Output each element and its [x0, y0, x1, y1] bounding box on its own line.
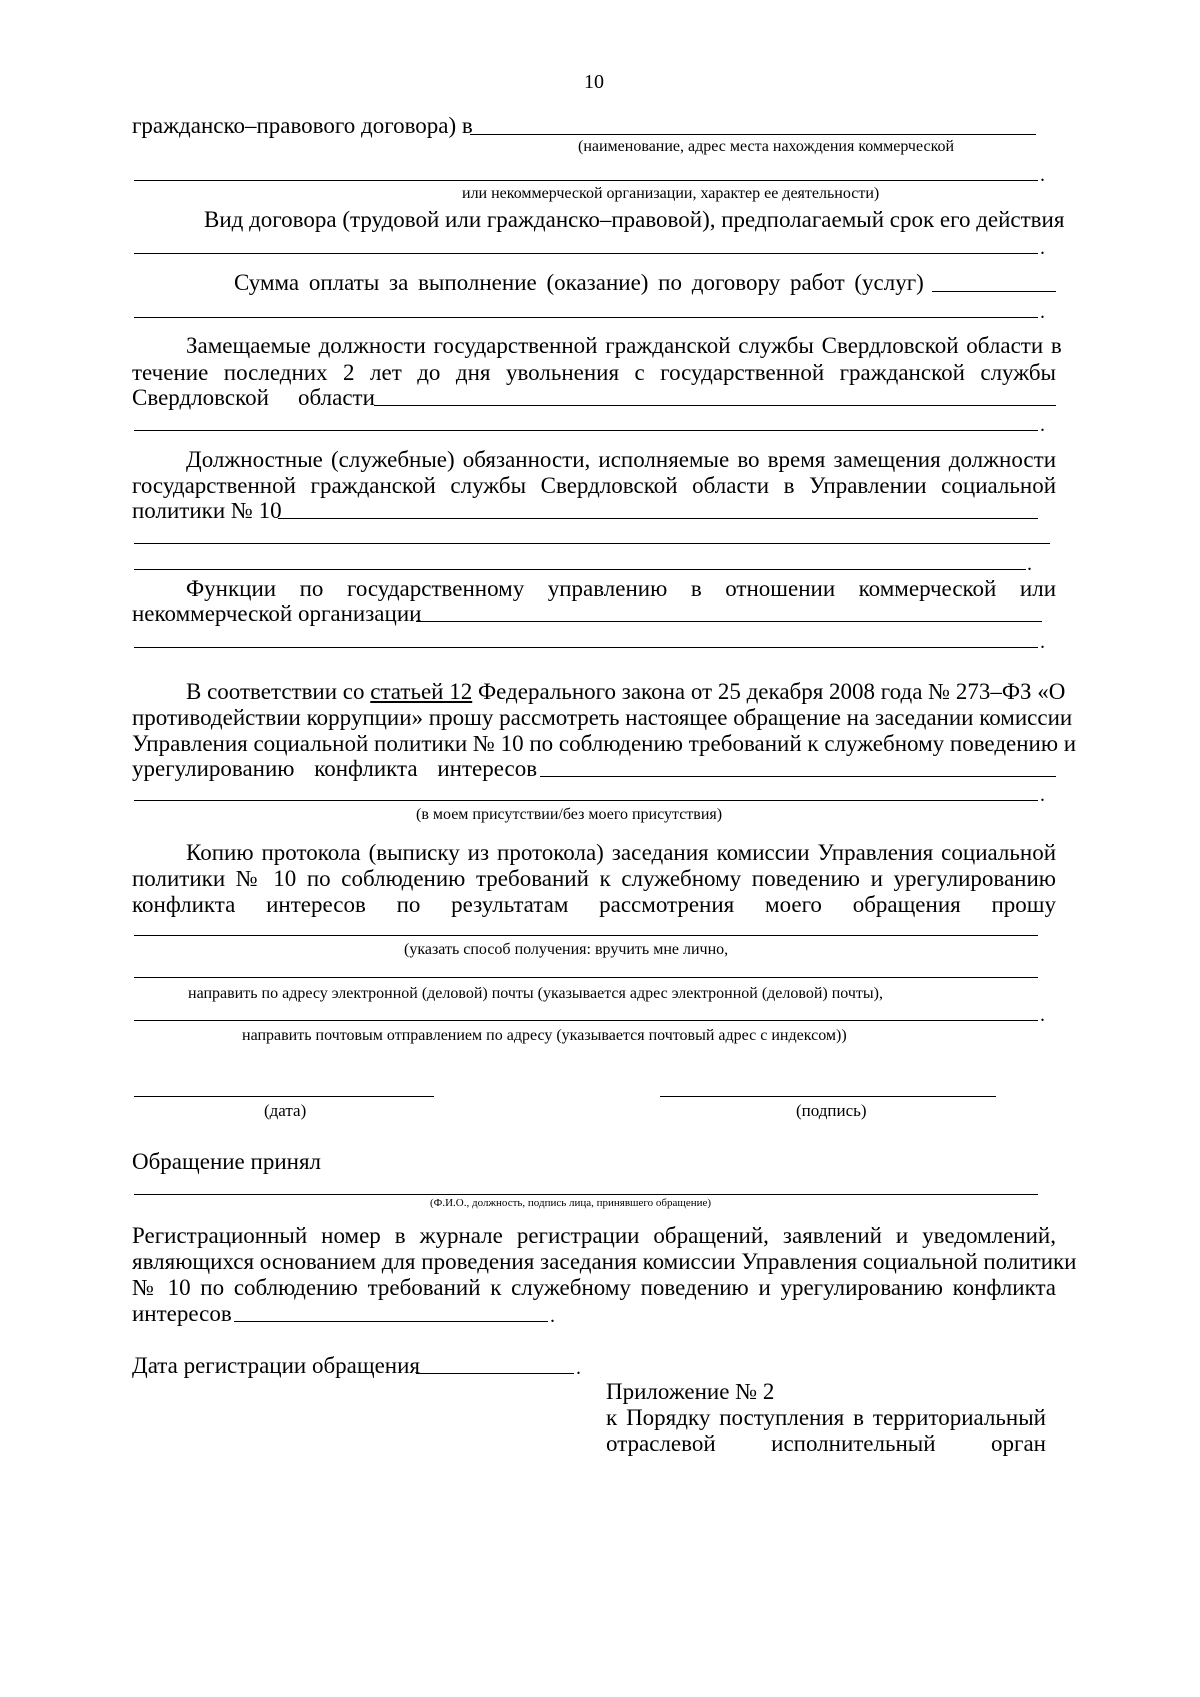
- positions-line-3b: области: [298, 385, 375, 410]
- registration-line-2: являющихся основанием для проведения заседания комиссии Управления социальной политики: [132, 1249, 1077, 1274]
- appendix-line-1: к Порядку поступления в территориальный: [606, 1405, 1046, 1430]
- payment-text: Сумма оплаты за выполнение (оказание) по договору работ (услуг): [234, 270, 924, 295]
- functions-line-2: некоммерческой организации: [132, 601, 422, 626]
- delivery-caption-2: направить по адресу электронной (деловой) почты (указывается адрес электронной (деловой) почты),: [188, 985, 883, 1002]
- period: .: [1040, 301, 1045, 323]
- fill-line[interactable]: [134, 935, 1038, 936]
- copy-line-2: политики № 10 по соблюдению требований к служебному поведению и урегулированию: [132, 866, 1056, 891]
- period: .: [1040, 631, 1045, 653]
- fill-line[interactable]: [416, 1373, 574, 1374]
- contract-lead-text: гражданско–правового договора) в: [132, 113, 473, 138]
- date-label: (дата): [264, 1101, 307, 1120]
- delivery-caption-1: (указать способ получения: вручить мне лично,: [404, 941, 729, 958]
- accepted-caption: (Ф.И.О., должность, подпись лица, принявшего обращение): [430, 1197, 712, 1209]
- fill-line[interactable]: [540, 776, 1056, 777]
- fill-line[interactable]: [134, 977, 1038, 978]
- period: .: [550, 1305, 555, 1327]
- registration-line-4: интересов: [132, 1301, 232, 1326]
- registration-line-1: Регистрационный номер в журнале регистрации обращений, заявлений и уведомлений,: [132, 1223, 1056, 1248]
- duties-line-1: Должностные (служебные) обязанности, исполняемые во время замещения должности: [186, 447, 1056, 472]
- delivery-caption-3: направить почтовым отправлением по адресу (указывается почтовый адрес с индексом)): [242, 1027, 847, 1044]
- fill-line[interactable]: [932, 291, 1056, 292]
- fill-line[interactable]: [134, 317, 1038, 318]
- request-line-1: В соответствии со статьей 12 Федерального закона от 25 декабря 2008 года № 273–ФЗ «О: [186, 679, 1066, 704]
- fill-line[interactable]: [134, 180, 1038, 181]
- signature-line[interactable]: [660, 1096, 996, 1097]
- fill-line[interactable]: [134, 430, 1038, 431]
- registration-date-label: Дата регистрации обращения: [132, 1353, 420, 1378]
- duties-line-3: политики № 10: [132, 498, 282, 523]
- appendix-line-2: отраслевой исполнительный орган: [606, 1431, 1046, 1456]
- period: .: [1040, 1004, 1045, 1026]
- fill-line[interactable]: [134, 253, 1038, 254]
- fill-line[interactable]: [470, 134, 1036, 135]
- presence-caption: (в моем присутствии/без моего присутствия): [416, 806, 723, 823]
- fill-line[interactable]: [134, 1020, 1038, 1021]
- period: .: [576, 1357, 581, 1379]
- positions-line-2: течение последних 2 лет до дня увольнения с государственной гражданской службы: [132, 360, 1056, 385]
- fill-line[interactable]: [134, 800, 1038, 801]
- period: .: [1040, 784, 1045, 806]
- registration-line-3: № 10 по соблюдению требований к служебному поведению и урегулированию конфликта: [132, 1275, 1056, 1300]
- positions-line-3a: Свердловской: [132, 385, 269, 410]
- contract-type-text: Вид договора (трудовой или гражданско–правовой), предполагаемый срок его действия: [204, 207, 1065, 232]
- copy-line-1: Копию протокола (выписку из протокола) заседания комиссии Управления социальной: [186, 840, 1056, 865]
- fill-line[interactable]: [374, 405, 1056, 406]
- period: .: [1027, 553, 1032, 575]
- org-caption-1: (наименование, адрес места нахождения коммерческой: [578, 138, 955, 155]
- fill-line[interactable]: [134, 647, 1038, 648]
- period: .: [1040, 237, 1045, 259]
- duties-line-2: государственной гражданской службы Свердловской области в Управлении социальной: [132, 473, 1056, 498]
- signature-label: (подпись): [796, 1101, 867, 1120]
- fill-line[interactable]: [234, 1321, 548, 1322]
- date-line[interactable]: [134, 1096, 434, 1097]
- fill-line[interactable]: [134, 543, 1050, 544]
- fill-line[interactable]: [416, 621, 1042, 622]
- law-article-link[interactable]: статьей 12: [370, 679, 473, 704]
- period: .: [1040, 414, 1045, 436]
- fill-line[interactable]: [134, 1194, 1038, 1195]
- period: .: [1040, 164, 1045, 186]
- fill-line[interactable]: [134, 569, 1026, 570]
- page-number: 10: [584, 71, 604, 93]
- copy-line-3: конфликта интересов по результатам рассмотрения моего обращения прошу: [132, 892, 1056, 917]
- request-line-2: противодействии коррупции» прошу рассмотреть настоящее обращение на заседании комиссии: [132, 705, 1073, 730]
- appendix-title: Приложение № 2: [606, 1379, 775, 1404]
- fill-line[interactable]: [278, 518, 1038, 519]
- functions-line-1: Функции по государственному управлению в отношении коммерческой или: [186, 576, 1056, 601]
- request-line-3: Управления социальной политики № 10 по соблюдению требований к служебному поведению и: [132, 731, 1077, 756]
- accepted-label: Обращение принял: [132, 1149, 321, 1174]
- org-caption-2: или некоммерческой организации, характер ее деятельности): [462, 185, 880, 202]
- positions-line-1: Замещаемые должности государственной гражданской службы Свердловской области в: [186, 333, 1062, 358]
- request-line-4: урегулированию конфликта интересов: [132, 756, 538, 781]
